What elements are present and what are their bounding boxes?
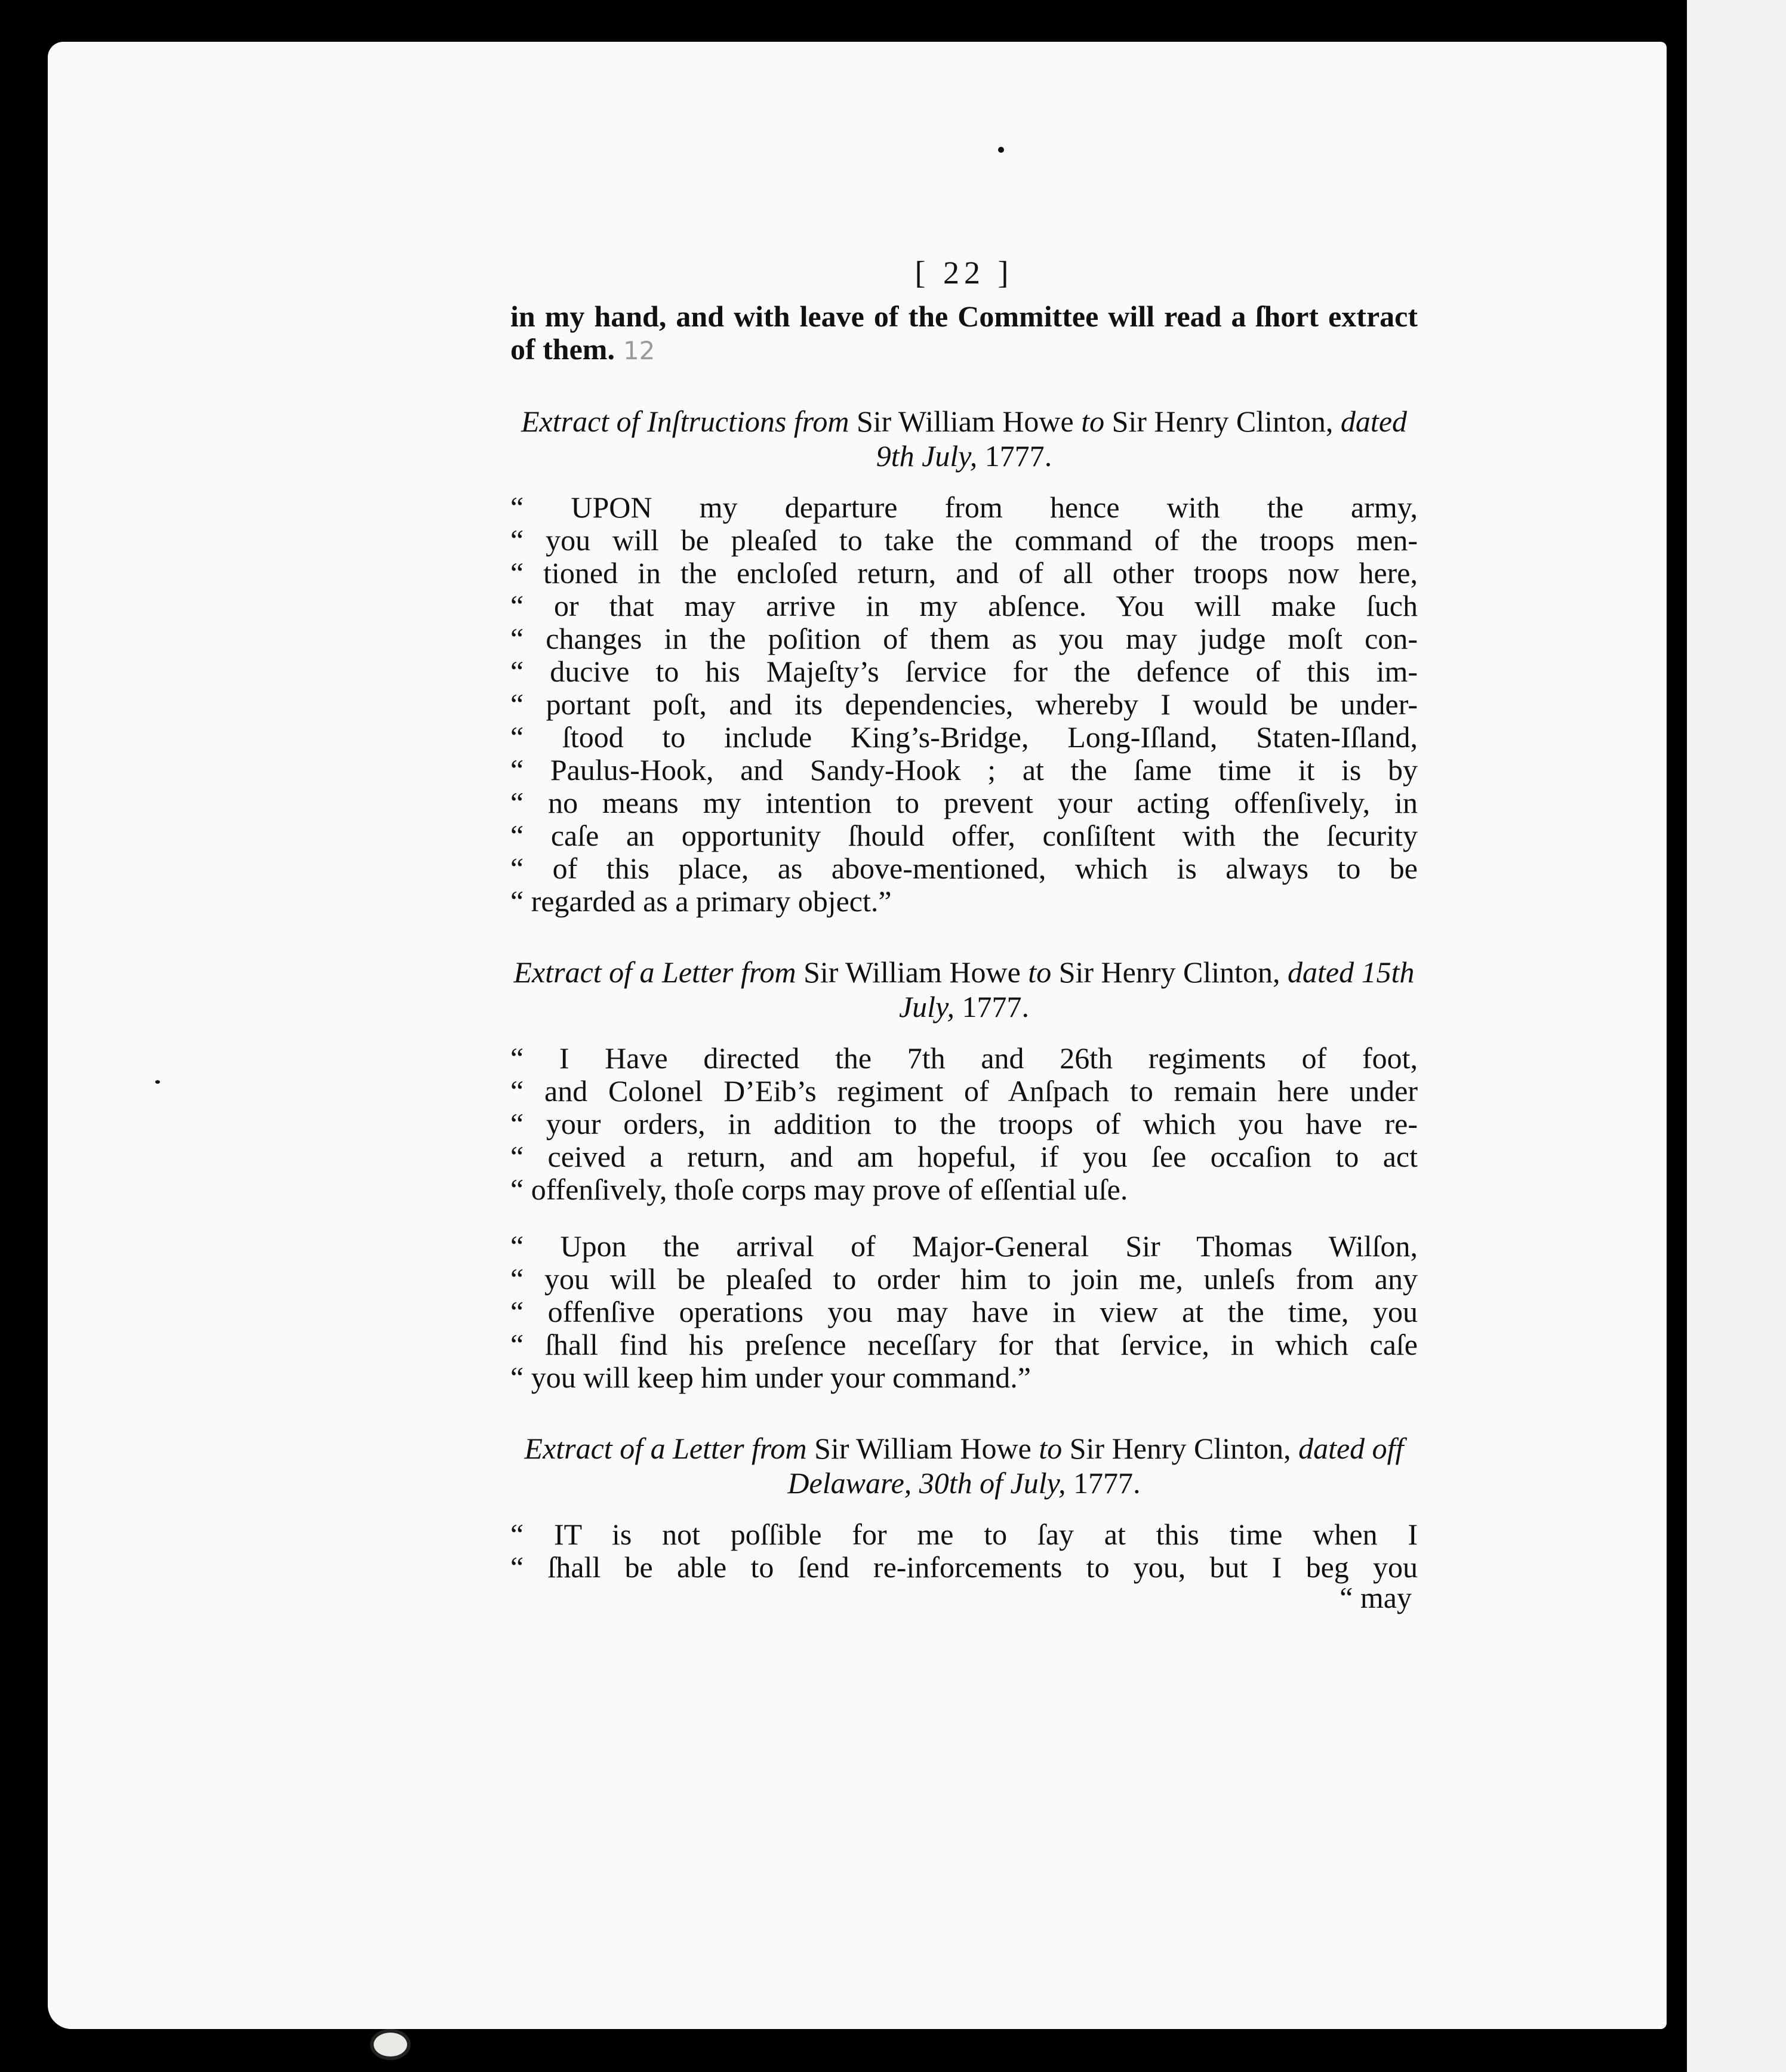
- paper-tear-mark: [860, 0, 931, 27]
- quote-line: “ ceived a return, and am hopeful, if you ſee occaſion to act: [510, 1140, 1418, 1173]
- quote-line: “ Upon the arrival of Major-General Sir Thomas Wilſon,: [510, 1229, 1418, 1263]
- quote-line: “ you will be pleaſed to take the command of the troops men-: [510, 523, 1418, 557]
- page-number: [ 22 ]: [914, 255, 1014, 291]
- quote-line: “ you will keep him under your command.”: [510, 1361, 1031, 1394]
- heading-prefix: Extract of Inſtructions from: [521, 405, 849, 438]
- quote-line: “ no means my intention to prevent your acting offenſively, in: [510, 786, 1418, 819]
- quoted-passage: [510, 1042, 1418, 1206]
- quoted-passage: [510, 1518, 1418, 1584]
- quote-line: “ offenſively, thoſe corps may prove of eſſential uſe.: [510, 1173, 1128, 1206]
- section-heading: [510, 404, 1418, 473]
- heading-date: dated off Delaware, 30th of July,: [787, 1432, 1404, 1500]
- heading-to: to: [1081, 405, 1105, 438]
- heading-year: 1777.: [984, 439, 1052, 473]
- heading-from-name: Sir William Howe: [803, 955, 1021, 989]
- quote-line: “ ſtood to include King’s-Bridge, Long-Iſland, Staten-Iſland,: [510, 720, 1418, 754]
- quote-line: “ tioned in the encloſed return, and of all other troops now here,: [510, 556, 1418, 590]
- heading-to: to: [1039, 1432, 1063, 1465]
- ink-speck: [998, 147, 1004, 153]
- margin-note: 12: [623, 336, 655, 365]
- heading-from-name: Sir William Howe: [814, 1432, 1031, 1465]
- heading-date: dated 9th July,: [876, 405, 1408, 473]
- opening-paragraph-text: in my hand, and with leave of the Committee will read a ſhort extract of them.: [510, 300, 1418, 366]
- heading-to-name: Sir Henry Clinton,: [1058, 955, 1280, 989]
- page-text: [510, 257, 1418, 1614]
- heading-date: dated 15th July,: [898, 955, 1415, 1023]
- quote-line: “ ſhall find his preſence neceſſary for that ſervice, in which caſe: [510, 1328, 1418, 1361]
- heading-year: 1777.: [962, 990, 1030, 1023]
- heading-from-name: Sir William Howe: [856, 405, 1074, 438]
- quote-line: “ you will be pleaſed to order him to join me, unleſs from any: [510, 1262, 1418, 1296]
- opening-paragraph: [510, 300, 1418, 367]
- ink-speck: [155, 1080, 160, 1084]
- heading-to-name: Sir Henry Clinton,: [1111, 405, 1334, 438]
- heading-prefix: Extract of a Letter from: [524, 1432, 807, 1465]
- quote-line: “ regarded as a primary object.”: [510, 884, 892, 918]
- quote-line: “ of this place, as above-mentioned, which is always to be: [510, 852, 1418, 885]
- section-heading: [510, 1431, 1418, 1500]
- quote-line: “ your orders, in addition to the troops of which you have re-: [510, 1107, 1418, 1140]
- library-stamp-mark: [370, 2029, 411, 2060]
- section-heading: [510, 955, 1418, 1024]
- heading-to-name: Sir Henry Clinton,: [1069, 1432, 1291, 1465]
- heading-prefix: Extract of a Letter from: [513, 955, 796, 989]
- adjacent-page-edge: [1687, 0, 1786, 2072]
- quote-line: “ and Colonel D’Eib’s regiment of Anſpach to remain here under: [510, 1074, 1418, 1108]
- quote-line: “ ducive to his Majeſty’s ſervice for the defence of this im-: [510, 655, 1418, 688]
- quote-line: “ ſhall be able to ſend re-inforcements to you, but I beg you: [510, 1550, 1418, 1584]
- quote-line: “ offenſive operations you may have in view at the time, you: [510, 1295, 1418, 1328]
- heading-year: 1777.: [1073, 1466, 1141, 1500]
- quoted-passage: [510, 491, 1418, 918]
- quote-line: “ I Have directed the 7th and 26th regiments of foot,: [510, 1041, 1418, 1075]
- page-gutter-shadow: [1674, 0, 1688, 2072]
- heading-to: to: [1028, 955, 1052, 989]
- quote-line: “ Paulus-Hook, and Sandy-Hook ; at the ſame time it is by: [510, 753, 1418, 787]
- quote-line: “ changes in the poſition of them as you may judge moſt con-: [510, 622, 1418, 655]
- quote-line: “ IT is not poſſible for me to ſay at this time when I: [510, 1518, 1418, 1551]
- quote-line: “ or that may arrive in my abſence. You will make ſuch: [510, 589, 1418, 622]
- catchword: “ may: [1340, 1581, 1412, 1614]
- quoted-passage: [510, 1230, 1418, 1394]
- quote-line: “ UPON my departure from hence with the army,: [510, 491, 1418, 524]
- quote-line: “ portant poſt, and its dependencies, whereby I would be under-: [510, 687, 1418, 721]
- quote-line: “ caſe an opportunity ſhould offer, conſiſtent with the ſecurity: [510, 819, 1418, 852]
